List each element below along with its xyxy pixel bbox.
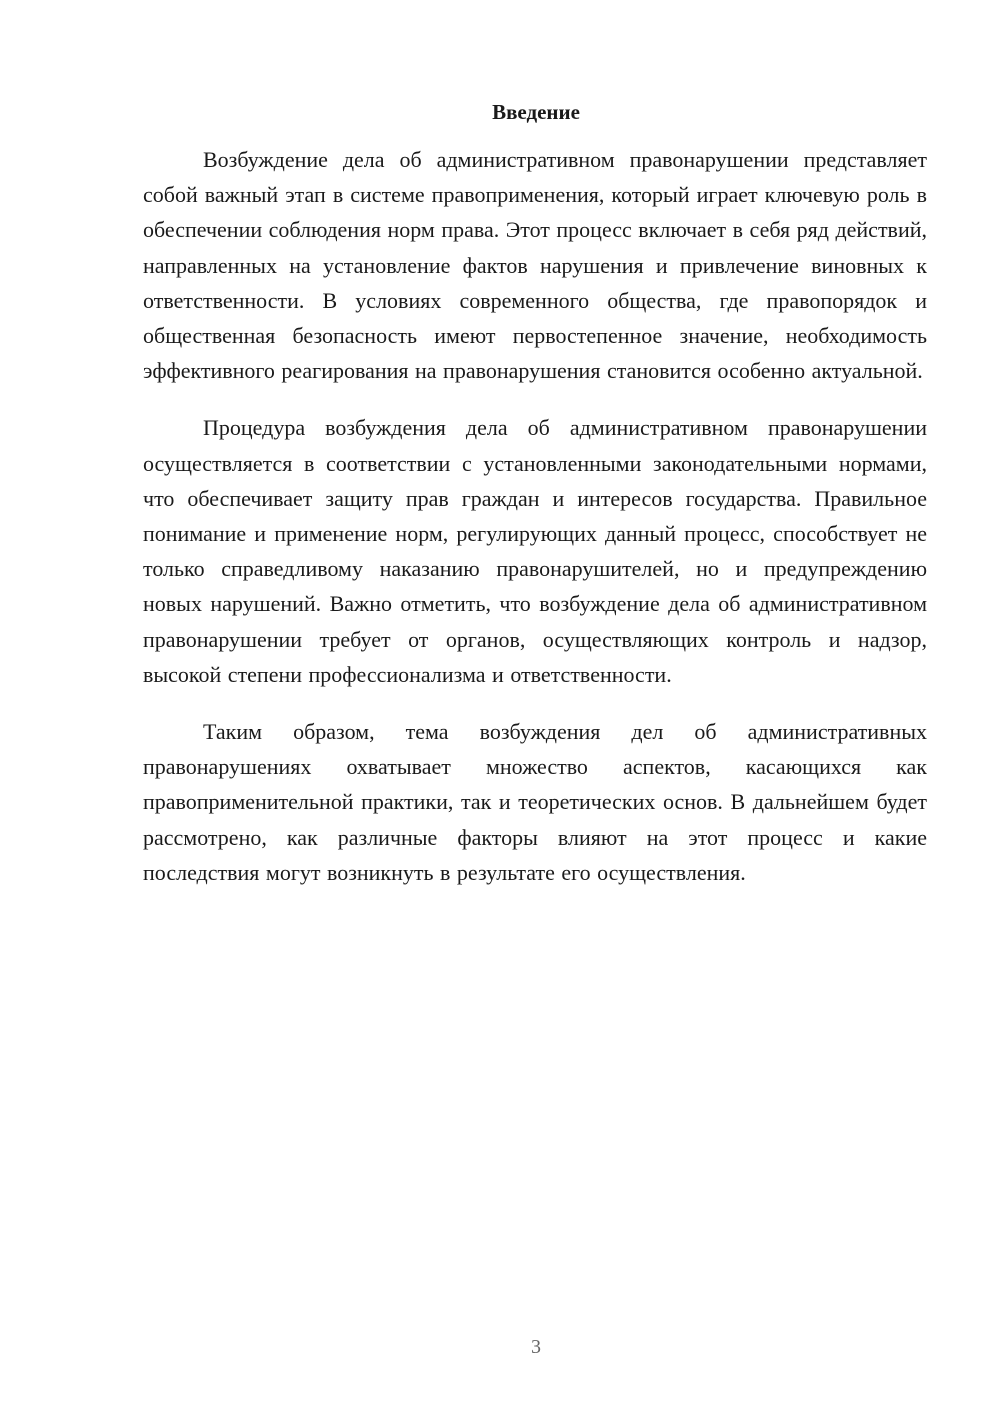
paragraph-3: Таким образом, тема возбуждения дел об административных правонарушениях охватывает множество аспектов, касающихся как правоприменительной практики, так и теоретических основ. В дальнейшем будет рассмотрено, как различные факторы влияют на этот процесс и какие последствия могут возникнуть в результате его осуществления.	[143, 719, 927, 885]
body-text	[143, 142, 927, 912]
section-heading: Введение	[492, 100, 580, 124]
page-number: 3	[531, 1336, 541, 1358]
paragraph-2: Процедура возбуждения дела об административном правонарушении осуществляется в соответствии с установленными законодательными нормами, что обеспечивает защиту прав граждан и интересов государства. Правильное понимание и применение норм, регулирующих данный процесс, способствует не только справедливому наказанию правонарушителей, но и предупреждению новых нарушений. Важно отметить, что возбуждение дела об административном правонарушении требует от органов, осуществляющих контроль и надзор, высокой степени профессионализма и ответственности.	[143, 415, 927, 687]
paragraph-1: Возбуждение дела об административном правонарушении представляет собой важный этап в системе правоприменения, который играет ключевую роль в обеспечении соблюдения норм права. Этот процесс включает в себя ряд действий, направленных на установление фактов нарушения и привлечение виновных к ответственности. В условиях современного общества, где правопорядок и общественная безопасность имеют первостепенное значение, необходимость эффективного реагирования на правонарушения становится особенно актуальной.	[143, 147, 927, 384]
